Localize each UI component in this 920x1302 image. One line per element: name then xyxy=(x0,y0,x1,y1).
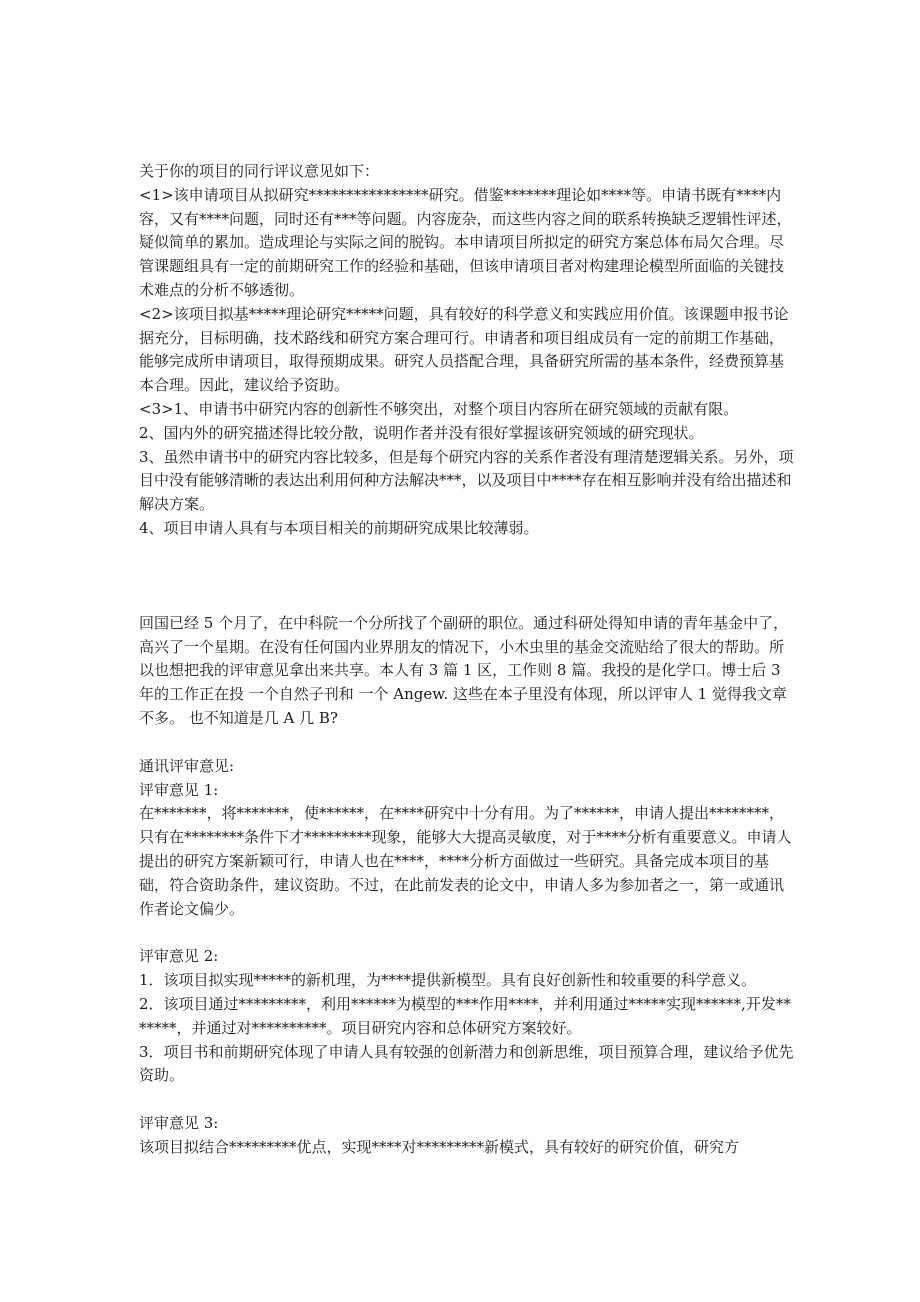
opinion-2-point-2: 2．该项目通过*********，利用******为模型的***作用****，并利用通过*****实现******,开发*******，并通过对**********。项目研究内容和总体研究方案较好。 xyxy=(139,994,791,1037)
opinion-3-text: 该项目拟结合*********优点，实现****对*********新模式，具有较好的研究价值，研究方 xyxy=(139,1137,740,1156)
section-spacer xyxy=(139,1088,794,1112)
peer-review-item-3-1: <3>1、申请书中研究内容的创新性不够突出，对整个项目内容所在研究领域的贡献有限。 xyxy=(139,399,739,418)
opinion-1-text: 在*******，将*******，使******，在****研究中十分有用。为了******，申请人提出********，只有在********条件下才*********现象，能够大大提高灵敏度，对于****分析有重要意义。申请人提出的研究方案新颖可行，申请人也在****，****分析方面做过一些研究。具备完成本项目的基础，符合资助条件，建议资助。不过，在此前发表的论文中，申请人多为参加者之一，第一或通讯作者论文偏少。 xyxy=(139,804,792,918)
section-spacer xyxy=(139,731,794,755)
peer-review-intro: 关于你的项目的同行评议意见如下： xyxy=(139,162,380,180)
opinion-3-title: 评审意见 3: xyxy=(139,1114,219,1133)
peer-review-item-3-4: 4、项目申请人具有与本项目相关的前期研究成果比较薄弱。 xyxy=(139,518,539,537)
document-body xyxy=(139,160,794,1160)
opinion-2-point-1: 1．该项目拟实现*****的新机理，为****提供新模型。具有良好创新性和较重要的科学意义。 xyxy=(139,971,757,990)
correspondence-review-heading: 通讯评审意见: xyxy=(139,756,235,775)
peer-review-section xyxy=(139,160,794,541)
section-spacer xyxy=(139,541,794,612)
peer-review-item-1: <1>该申请项目从拟研究****************研究。借鉴*******理论如****等。申请书既有****内容，又有****问题，同时还有***等问题。内容庞杂，而这些内容之间的联系转换缺乏逻辑性评述，疑似简单的累加。造成理论与实际之间的脱钩。本申请项目所拟定的研究方案总体布局欠合理。尽管课题组具有一定的前期研究工作的经验和基础，但该申请项目者对构建理论模型所面临的关键技术难点的分析不够透彻。 xyxy=(139,185,792,299)
opinion-2-point-3: 3．项目书和前期研究体现了申请人具有较强的创新潜力和创新思维，项目预算合理，建议给予优先资助。 xyxy=(139,1042,794,1085)
opinion-1-title: 评审意见 1: xyxy=(139,780,219,799)
opinion-2-title: 评审意见 2: xyxy=(139,947,219,966)
author-story-text: 回国已经 5 个月了，在中科院一个分所找了个副研的职位。通过科研处得知申请的青年基金中了，高兴了一个星期。在没有任何国内业界朋友的情况下，小木虫里的基金交流贴给了很大的帮助。所以也想把我的评审意见拿出来共享。本人有 3 篇 1 区，工作则 8 篇。我投的是化学口。博士后 3 年的工作正在投 一个自然子刊和 一个 Angew. 这些在本子里没有体现，所以评审人 1 觉得我文章不多。 也不知道是几 A 几 B? xyxy=(139,613,789,727)
author-story-section xyxy=(139,612,794,731)
peer-review-item-3-3: 3、虽然申请书中的研究内容比较多，但是每个研究内容的关系作者没有理清楚逻辑关系。另外，项目中没有能够清晰的表达出利用何种方法解决***，以及项目中****存在相互影响并没有给出描述和解决方案。 xyxy=(139,447,794,514)
section-spacer xyxy=(139,921,794,945)
peer-review-item-3-2: 2、国内外的研究描述得比较分散，说明作者并没有很好掌握该研究领域的研究现状。 xyxy=(139,423,704,442)
correspondence-review-section xyxy=(139,755,794,1160)
peer-review-item-2: <2>该项目拟基*****理论研究*****问题，具有较好的科学意义和实践应用价值。该课题申报书论据充分，目标明确，技术路线和研究方案合理可行。申请者和项目组成员有一定的前期工作基础，能够完成所申请项目，取得预期成果。研究人员搭配合理，具备研究所需的基本条件，经费预算基本合理。因此，建议给予资助。 xyxy=(139,304,789,395)
